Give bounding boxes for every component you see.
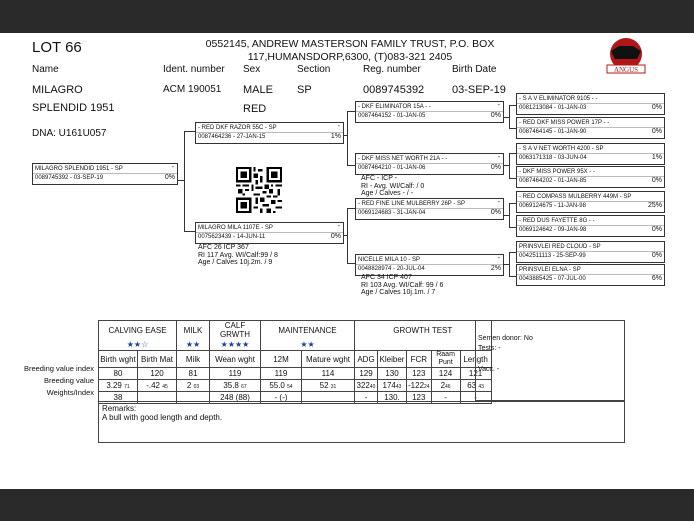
animal-ident: ACM 190051 [163, 84, 222, 95]
connector [509, 153, 510, 178]
qr-code [236, 167, 282, 213]
dna-code: DNA: U161U057 [32, 128, 107, 139]
connector [509, 252, 510, 276]
header-ident: Ident. number [163, 64, 225, 75]
connector [509, 153, 516, 154]
semen-donor: Semen donor: No [478, 335, 533, 342]
header-reg: Reg. number [363, 64, 421, 75]
group-calving-ease: CALVING EASE [99, 321, 177, 340]
stars-calf-growth: ★★★★ [210, 339, 261, 351]
header-section: Section [297, 64, 331, 75]
connector [509, 227, 516, 228]
connector [184, 231, 195, 232]
remarks-label: Remarks: [102, 404, 137, 413]
pedigree-ddd[interactable]: PRINSVLEI ELNA - SP 0043885425 - 07-JUL-00 6% [516, 264, 665, 286]
svg-text:ANGUS: ANGUS [613, 66, 639, 74]
angus-logo [603, 37, 649, 75]
row-label-weights: Weights/Index [46, 388, 94, 397]
header-sex: Sex [243, 64, 261, 75]
pedigree-sds[interactable]: - S A V NET WORTH 4200 - SP 0063171318 - 03-JUN-04 1% [516, 143, 665, 165]
column-headers: Birth wght Birth Mat Milk Wean wght 12M Mature wght ADG Kleiber FCR Raam Punt Length [99, 351, 492, 368]
pedigree-dam-sire[interactable]: - RED FINE LINE MULBERRY 26P - SP - 0069124683 - 31-JAN-04 0% [355, 198, 504, 220]
animal-name-line2: SPLENDID 1951 [32, 102, 115, 114]
connector [509, 105, 516, 106]
ebv-table [98, 320, 492, 404]
connector [347, 165, 355, 166]
stats-sire-dam: AFC 26 ICP 367 RI 117 Avg. WI/Calf:99 / 8 Age / Calves 10j.2m. / 9 [198, 244, 278, 266]
connector [347, 208, 355, 209]
animal-birth: 03-SEP-19 [452, 84, 506, 96]
stars-maintenance: ★★ [261, 339, 355, 351]
group-maintenance: MAINTENANCE [261, 321, 355, 340]
connector [509, 105, 510, 128]
row-bv: 3.29 71 -.42 45 2 03 35.8 67 55.0 54 52 31 32240 17443 -12224 246 63 43 [99, 380, 492, 392]
animal-name: MILAGRO [32, 84, 83, 96]
animal-color: RED [243, 103, 267, 115]
vaccination: Vacc. - [478, 366, 500, 373]
group-milk: MILK [177, 321, 210, 340]
pedigree-dam[interactable]: MILAGRO MILA 1107E - SP - 0075623439 - 14-JUN-11 0% [195, 222, 344, 244]
remarks-box [98, 401, 625, 443]
side-info [475, 320, 625, 401]
connector [347, 208, 348, 263]
row-label-bvi: Breeding value index [23, 364, 94, 373]
stars-calving-ease: ★★☆ [99, 339, 177, 351]
pedigree-self[interactable]: MILAGRO SPLENDID 1951 - SP - 0089745392 - 03-SEP-19 0% [32, 163, 178, 185]
lot-number: LOT 66 [32, 39, 82, 56]
tests: Tests: - [478, 345, 501, 352]
pedigree-sire-sire[interactable]: - DKF ELIMINATOR 15A - - - 0087464152 - 01-JAN-05 0% [355, 101, 504, 123]
connector [347, 263, 355, 264]
connector [509, 203, 510, 227]
connector [347, 111, 355, 112]
top-bar [0, 0, 694, 33]
pedigree-dds[interactable]: PRINSVLEI RED CLOUD - SP 0042511113 - 25-SEP-99 0% [516, 241, 665, 263]
connector [509, 178, 516, 179]
pedigree-ssd[interactable]: - RED DKF MISS POWER 17P - - 0087464145 - 01-JAN-90 0% [516, 117, 665, 139]
remarks-text: A bull with good length and depth. [102, 413, 223, 422]
connector [509, 252, 516, 253]
row-bvi: 80 120 81 119 119 114 129 130 123 124 121 [99, 368, 492, 380]
pedigree-dss[interactable]: - RED COMPASS MULBERRY 449M - SP 0069124675 - 11-JAN-98 25% [516, 191, 665, 213]
owner-address: 0552145, ANDREW MASTERSON FAMILY TRUST, P.O. BOX 117,HUMANSDORP,6300, (T)083-321 2405 [205, 38, 495, 63]
row-weights: 38 248 (88) - (-) - 130. 123 - - [99, 392, 492, 404]
animal-section: SP [297, 84, 312, 96]
animal-sex: MALE [243, 84, 273, 96]
pedigree-sire[interactable]: - RED DKF RAZOR 55C - SP - 0087464236 - 27-JAN-15 1% [195, 122, 344, 144]
pedigree-certificate [0, 33, 694, 489]
pedigree-dsd[interactable]: - RED DUS FAYETTE 8G - - 0069124642 - 09-JAN-98 0% [516, 215, 665, 237]
bottom-bar [0, 489, 694, 521]
stats-sire-granddam: AFC - ICP - RI - Avg. WI/Calf: / 0 Age / Calves - / - [361, 175, 425, 197]
pedigree-sss[interactable]: - S A V ELIMINATOR 9105 - - 0081213084 - 01-JAN-03 0% [516, 93, 665, 115]
connector [347, 111, 348, 165]
group-growth-test: GROWTH TEST [355, 321, 492, 340]
connector [509, 276, 516, 277]
group-calf-growth: CALF GRWTH [210, 321, 261, 340]
stats-dam-granddam: AFC 34 ICP 407 RI 103 Avg. WI/Calf: 99 / 6 Age / Calves 10j.1m. / 7 [361, 274, 444, 296]
stars-milk: ★★ [177, 339, 210, 351]
header-name: Name [32, 64, 59, 75]
connector [184, 131, 185, 231]
header-birth: Birth Date [452, 64, 497, 75]
pedigree-sdd[interactable]: - DKF MISS POWER 95X - - 0087464202 - 01-JAN-85 0% [516, 166, 665, 188]
connector [509, 203, 516, 204]
pedigree-sire-dam[interactable]: - DKF MISS NET WORTH 21A - - - 0087464210 - 01-JAN-06 0% [355, 153, 504, 175]
animal-reg: 0089745392 [363, 84, 425, 96]
pedigree-dam-dam[interactable]: NICELLE MILA 10 - SP - 0048828974 - 20-JUL-04 2% [355, 254, 504, 276]
connector [509, 128, 516, 129]
row-label-bv: Breeding value [43, 376, 94, 385]
connector [184, 131, 195, 132]
